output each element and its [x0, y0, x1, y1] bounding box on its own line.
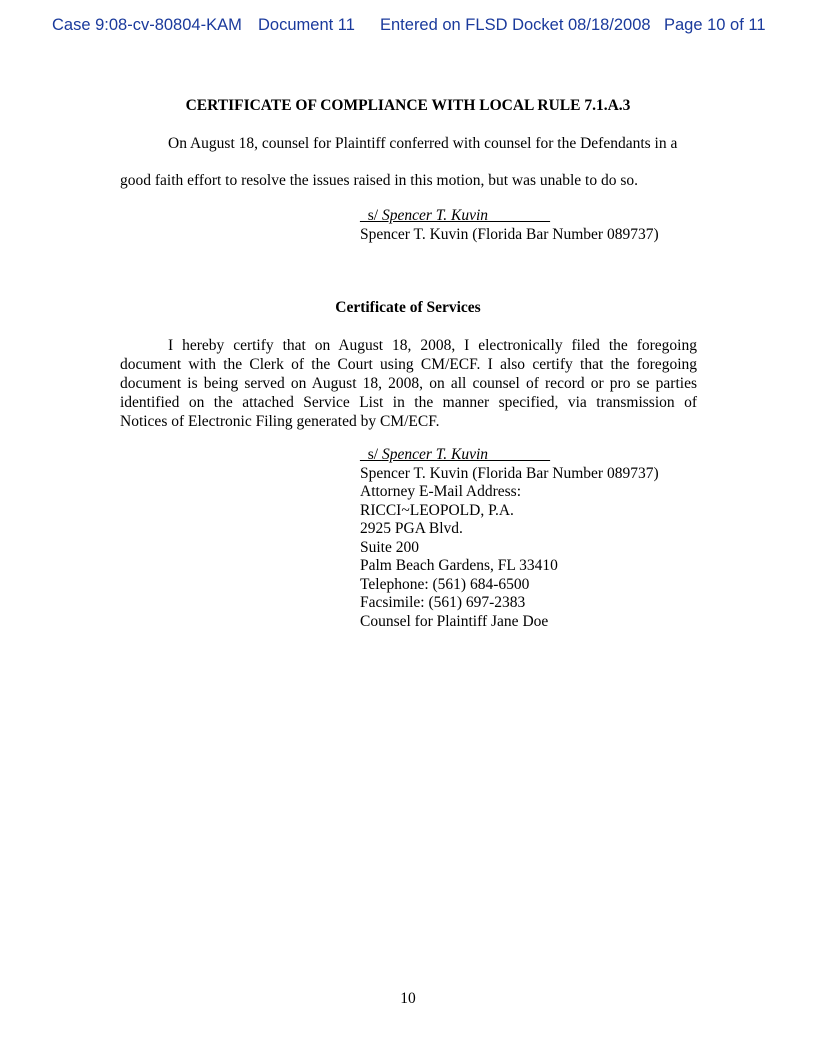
case-number: Case 9:08-cv-80804-KAM: [52, 16, 242, 34]
compliance-title: CERTIFICATE OF COMPLIANCE WITH LOCAL RULE 7.1.A.3: [185, 97, 631, 114]
firm-name: RICCI~LEOPOLD, P.A.: [360, 501, 514, 519]
address-street: 2925 PGA Blvd.: [360, 520, 463, 537]
document-number: Document 11: [258, 16, 355, 34]
facsimile: Facsimile: (561) 697-2383: [360, 594, 526, 611]
counsel-role: Counsel for Plaintiff Jane Doe: [360, 612, 549, 630]
address-city: Palm Beach Gardens, FL 33410: [360, 557, 558, 574]
electronic-signature: _s/ Spencer T. Kuvin________: [360, 207, 551, 224]
compliance-text-line: good faith effort to resolve the issues raised in this motion, but was unable to do so.: [120, 172, 639, 189]
email-label: Attorney E-Mail Address:: [360, 483, 522, 500]
electronic-signature: _s/ Spencer T. Kuvin________: [360, 446, 551, 463]
services-paragraph: [120, 336, 697, 431]
services-text-line: I hereby certify that on August 18, 2008, I electronically filed the foregoing: [168, 337, 697, 354]
signer-name: Spencer T. Kuvin (Florida Bar Number 089737): [360, 464, 659, 482]
signature-block-compliance: [360, 207, 659, 244]
services-title: Certificate of Services: [335, 299, 481, 316]
services-text-line: Notices of Electronic Filing generated by CM/ECF.: [120, 413, 440, 430]
services-text-line: identified on the attached Service List in the manner specified, via transmission of: [120, 394, 697, 411]
signature-block-services: [360, 446, 659, 631]
compliance-text-line: On August 18, counsel for Plaintiff conferred with counsel for the Defendants in a: [168, 135, 678, 152]
telephone: Telephone: (561) 684-6500: [360, 575, 530, 593]
docket-header: [0, 16, 816, 40]
page-count: Page 10 of 11: [664, 16, 766, 34]
signer-name: Spencer T. Kuvin (Florida Bar Number 089737): [360, 225, 659, 243]
services-text-line: document is being served on August 18, 2008, on all counsel of record or pro se parties: [120, 375, 697, 392]
services-text-line: document with the Clerk of the Court using CM/ECF. I also certify that the foregoing: [120, 356, 697, 373]
page-number: 10: [400, 990, 416, 1007]
address-suite: Suite 200: [360, 538, 419, 556]
docket-entry-date: Entered on FLSD Docket 08/18/2008: [380, 16, 651, 34]
